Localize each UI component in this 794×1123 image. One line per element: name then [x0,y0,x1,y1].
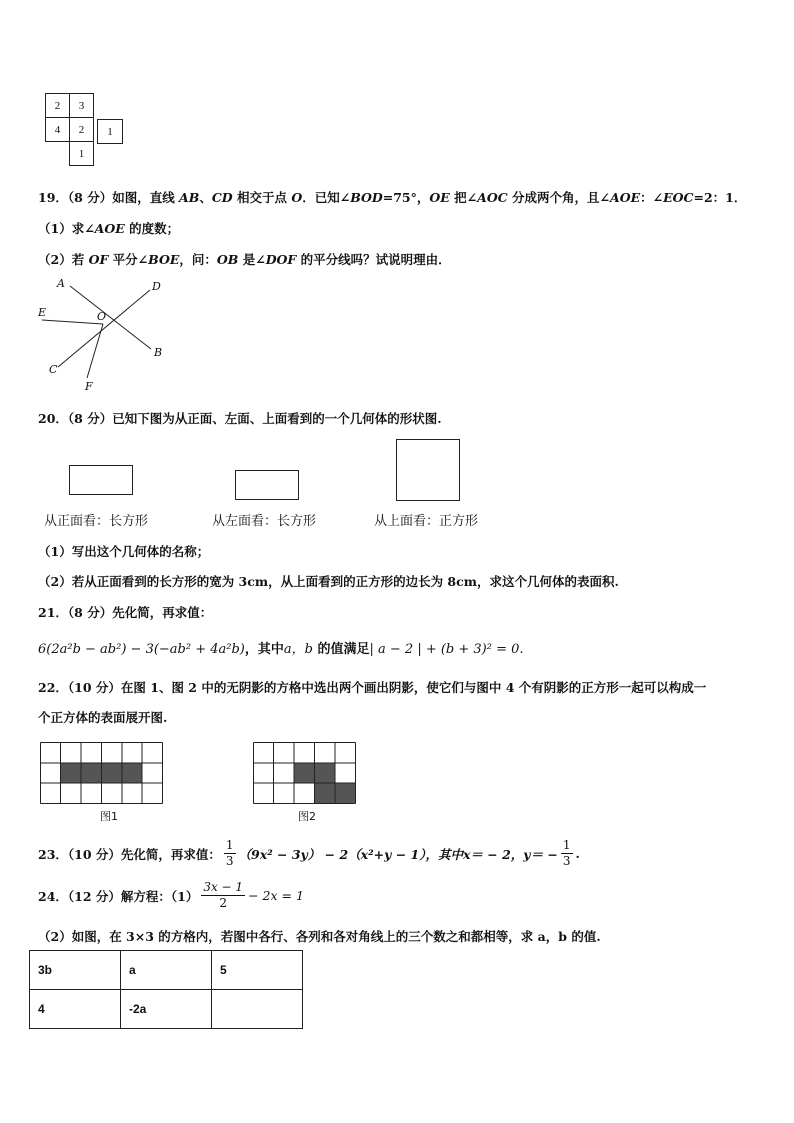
q21-expression: 6(2a²b − ab²) − 3(−ab² + 4a²b)，其中a，b 的值满足| a − 2 | + (b + 3)² = 0. [38,642,524,657]
net-cell: 2 [45,93,70,118]
fig1-caption: 图1 [100,810,118,823]
label-f: F [85,380,93,393]
q19-part2: （2）若 OF 平分∠BOE，问：OB 是∠DOF 的平分线吗？试说明理由． [38,252,451,267]
table-row [30,951,303,990]
q20-stem: 20．（8 分）已知下图为从正面、左面、上面看到的一个几何体的形状图. [38,411,442,426]
grid-figure-1 [40,742,164,806]
q23-stem: 23．（10 分）先化简，再求值： $\frac{1}{3}$ （9x² − 3y） − 2（x²+y − 1），其中 x＝ − 2，y＝ − $\frac{1}{3}$ . [38,838,580,868]
q24-part2: （2）如图，在 3×3 的方格内，若图中各行、各列和各对角线上的三个数之和都相等，求 a，b 的值. [38,929,601,944]
table-cell [212,990,303,1029]
ray-oe [42,320,103,324]
fraction: $\frac{3x - 1}{2}$ [203,880,244,910]
label-e: E [38,306,47,319]
magic-square-table [29,950,303,1029]
label-a: A [57,277,65,290]
fraction: $\frac{1}{3}$ [562,838,571,868]
q20-part2: （2）若从正面看到的长方形的宽为 3cm，从上面看到的正方形的边长为 8cm，求这个几何体的表面积. [38,574,619,589]
front-view-caption: 从正面看：长方形 [44,514,149,529]
angle-diagram [30,272,180,394]
net-cell: 1 [69,141,94,166]
label-b: B [154,346,163,359]
net-cell: 1 [97,119,123,144]
q20-part1: （1）写出这个几何体的名称； [38,544,210,559]
fraction: $\frac{1}{3}$ [225,838,234,868]
net-cell: 4 [45,117,70,142]
q24-stem: 24．（12 分）解方程：（1） $\frac{3x - 1}{2}$ − 2x = 1 [38,880,304,910]
table-cell: 4 [30,990,121,1029]
table-cell: a [121,951,212,990]
top-view-square [396,439,460,501]
label-d: D [152,280,161,293]
fig2-caption: 图2 [298,810,316,823]
net-cell: 3 [69,93,94,118]
q19-part1: （1）求∠AOE 的度数； [38,221,180,236]
net-cell: 2 [69,117,94,142]
label-c: C [49,363,58,376]
q21-stem: 21．（8 分）先化简，再求值： [38,605,213,620]
line-ab [70,286,151,349]
front-view-rect [69,465,133,495]
label-o: O [97,310,107,323]
top-view-caption: 从上面看：正方形 [374,514,479,529]
left-view-rect [235,470,299,500]
q22-line1: 22．（10 分）在图 1、图 2 中的无阴影的方格中选出两个画出阴影，使它们与图中 4 个有阴影的正方形一起可以构成一 [38,680,707,695]
line-cd [58,290,150,367]
ray-of [87,324,103,378]
q19-stem: 19．（8 分）如图，直线 AB、CD 相交于点 O．已知∠BOD=75°，OE 把∠AOC 分成两个角，且∠AOE：∠EOC=2：1． [38,190,747,205]
left-view-caption: 从左面看：长方形 [212,514,317,529]
q22-line2: 个正方体的表面展开图. [38,710,168,725]
table-cell: 5 [212,951,303,990]
table-row [30,990,303,1029]
table-cell: 3b [30,951,121,990]
table-cell: -2a [121,990,212,1029]
grid-figure-2 [253,742,359,806]
